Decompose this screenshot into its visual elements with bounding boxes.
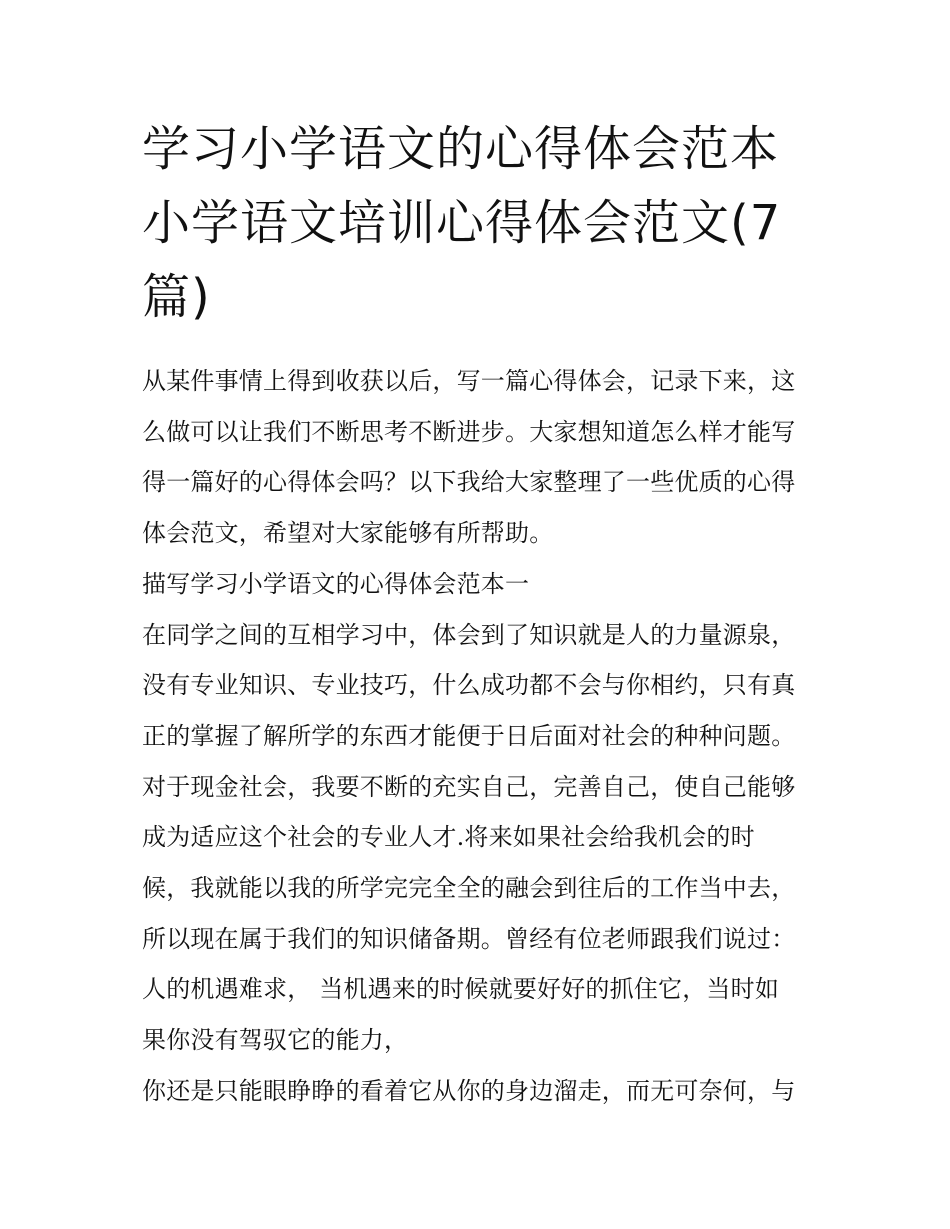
body-line: 成为适应这个社会的专业人才.将来如果社会给我机会的时 bbox=[142, 823, 755, 852]
body-line: 么做可以让我们不断思考不断进步。大家想知道怎么样才能写 bbox=[142, 417, 796, 446]
body-line: 所以现在属于我们的知识储备期。曾经有位老师跟我们说过： bbox=[142, 924, 796, 953]
section-heading: 描写学习小学语文的心得体会范本一 bbox=[142, 569, 530, 598]
body-line: 候，我就能以我的所学完完全全的融会到往后的工作当中去， bbox=[142, 874, 796, 903]
body-line: 在同学之间的互相学习中，体会到了知识就是人的力量源泉， bbox=[142, 620, 796, 649]
body-line: 正的掌握了解所学的东西才能便于日后面对社会的种种问题。 bbox=[142, 721, 796, 750]
body-line: 你还是只能眼睁睁的看着它从你的身边溜走，而无可奈何，与 bbox=[142, 1076, 796, 1105]
body-line: 从某件事情上得到收获以后，写一篇心得体会，记录下来，这 bbox=[142, 367, 796, 395]
document-title bbox=[142, 112, 822, 334]
title-line: 篇) bbox=[142, 269, 211, 325]
document-body bbox=[142, 356, 822, 1117]
title-line: 学习小学语文的心得体会范本 bbox=[142, 121, 780, 177]
body-line: 对于现金社会，我要不断的充实自己，完善自己，使自己能够 bbox=[142, 772, 796, 801]
body-line: 得一篇好的心得体会吗？以下我给大家整理了一些优质的心得 bbox=[142, 468, 796, 497]
body-line: 没有专业知识、专业技巧，什么成功都不会与你相约，只有真 bbox=[142, 671, 796, 700]
body-line: 人的机遇难求， 当机遇来的时候就要好好的抓住它，当时如 bbox=[142, 975, 780, 1004]
body-line: 体会范文，希望对大家能够有所帮助。 bbox=[142, 519, 554, 548]
title-line: 小学语文培训心得体会范文(7 bbox=[142, 195, 782, 251]
body-line: 果你没有驾驭它的能力， bbox=[142, 1026, 409, 1055]
